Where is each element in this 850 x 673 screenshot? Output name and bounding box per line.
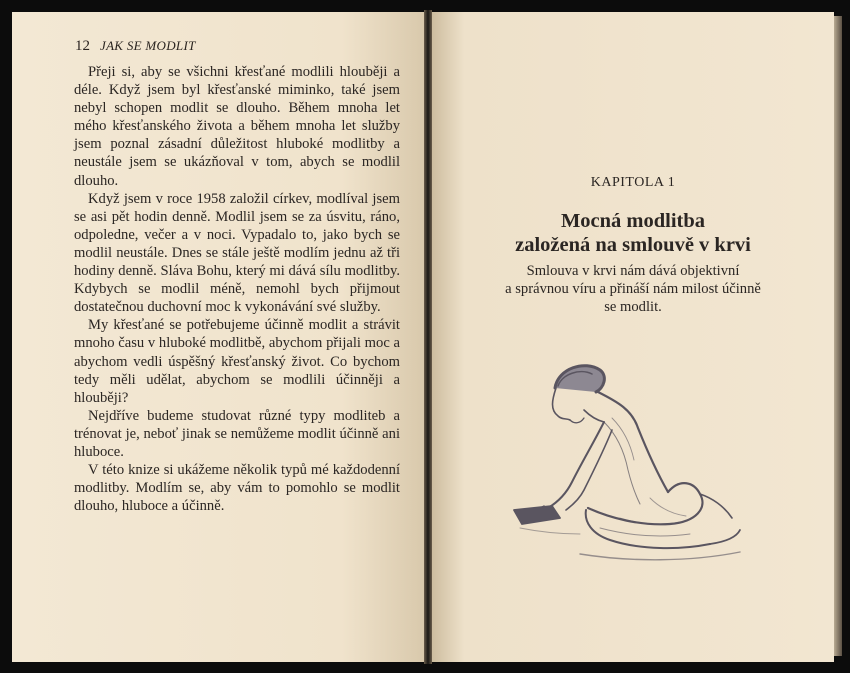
subtitle-line-1: Smlouva v krvi nám dává objektivní (526, 263, 740, 279)
subtitle-line-3: se modlit. (604, 299, 662, 315)
paragraph-5: V této knize si ukážeme několik typů mé každodenní modlitby. Modlím se, aby vám to pomohlo se modlit dlouho, hluboce a účinně. (74, 462, 400, 515)
chapter-title-line-1: Mocná modlitba (560, 210, 706, 232)
paragraph-2: Když jsem v roce 1958 založil církev, modlíval jsem se asi pět hodin denně. Modlil jsem se za úsvitu, ráno, odpoledne, večer a v noci. Vypadalo to, jako bych se modlil neustále. Dnes se stále ještě modlím jednu až tři hodiny denně. Sláva Bohu, který mi dává sílu modlitby. Kdybych se modlil méně, nemohl bych přijmout dostatečnou duchovní moc k vykonávání své služby. (74, 190, 400, 316)
page-number: 12 (75, 38, 90, 54)
chapter-title-line-2: založená na smlouvě v krvi (515, 234, 751, 256)
kneeling-woman-sketch-icon (500, 358, 760, 573)
chapter-label: KAPITOLA 1 (590, 175, 676, 190)
page-edge (834, 16, 842, 656)
running-header (75, 38, 196, 55)
body-text (74, 63, 400, 515)
chapter-subtitle (432, 262, 834, 316)
chapter-title (432, 209, 834, 257)
paragraph-4: Nejdříve budeme studovat různé typy modliteb a trénovat je, neboť jinak se nemůžeme modlit účinně ani hluboce. (74, 407, 400, 460)
subtitle-line-2: a správnou víru a přináší nám milost účinně (505, 281, 761, 297)
paragraph-3: My křesťané se potřebujeme účinně modlit a strávit mnoho času v hluboké modlitbě, abychom přijali moc a abychom vedli úspěšný křesťanský život. Co bychom tedy měli udělat, abychom se modlili účinněji a hlouběji? (74, 317, 400, 406)
book-spine (424, 10, 432, 664)
book-title-header: JAK SE MODLIT (100, 38, 196, 53)
paragraph-1: Přeji si, aby se všichni křesťané modlili hlouběji a déle. Když jsem byl křesťanské miminko, také jsem nebyl schopen modlit se dlouho. Během mnoha let mého křesťanského života a během mnoha let služby jsem poznal zásadní důležitost hluboké modlitby a neustále jsem se ukázňoval v tom, abych se modlil dlouho. (74, 64, 400, 189)
